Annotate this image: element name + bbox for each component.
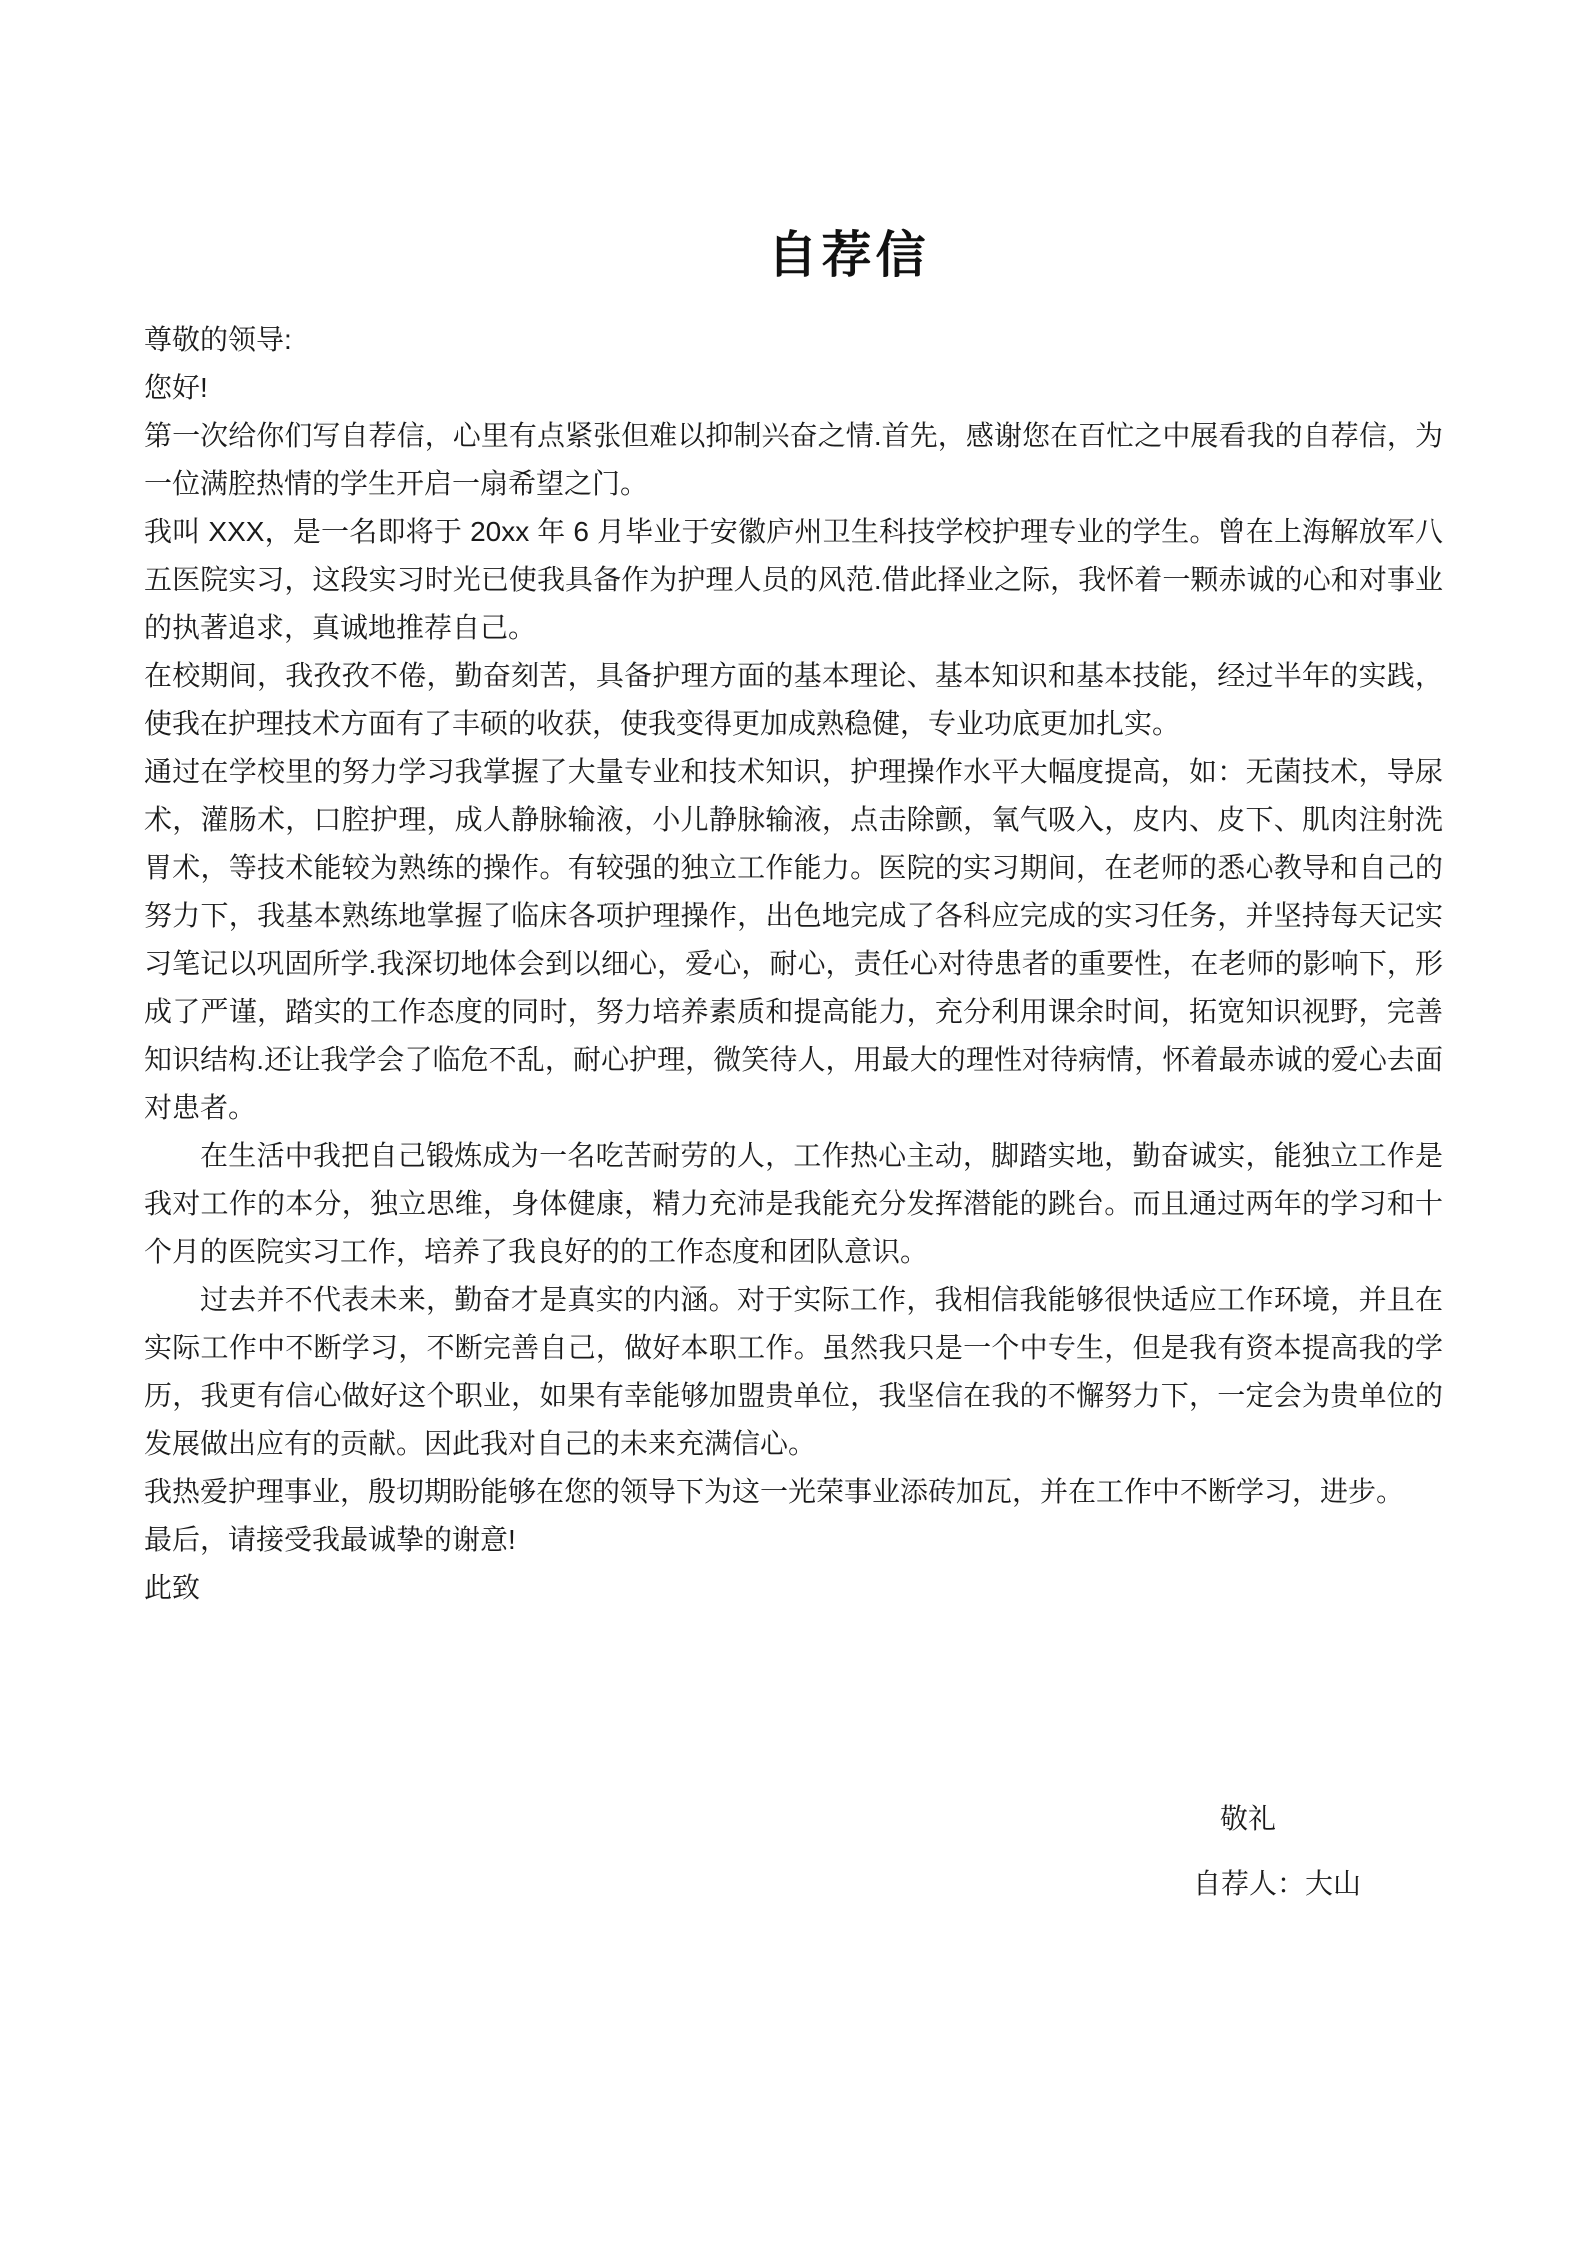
document-content (0, 224, 1587, 1908)
letter-paragraph: 在生活中我把自己锻炼成为一名吃苦耐劳的人，工作热心主动，脚踏实地，勤奋诚实，能独立工作是我对工作的本分，独立思维，身体健康，精力充沛是我能充分发挥潜能的跳台。而且通过两年的学习和十个月的医院实习工作，培养了我良好的的工作态度和团队意识。 (144, 1140, 1443, 1267)
letter-paragraph: 通过在学校里的努力学习我掌握了大量专业和技术知识，护理操作水平大幅度提高，如：无菌技术，导尿术，灌肠术，口腔护理，成人静脉输液，小儿静脉输液，点击除颤，氧气吸入，皮内、皮下、肌肉注射洗胃术，等技术能较为熟练的操作。有较强的独立工作能力。医院的实习期间，在老师的悉心教导和自己的努力下，我基本熟练地掌握了临床各项护理操作，出色地完成了各科应完成的实习任务，并坚持每天记实习笔记以巩固所学.我深切地体会到以细心，爱心，耐心，责任心对待患者的重要性，在老师的影响下，形成了严谨，踏实的工作态度的同时，努力培养素质和提高能力，充分利用课余时间，拓宽知识视野，完善知识结构.还让我学会了临危不乱，耐心护理，微笑待人，用最大的理性对待病情，怀着最赤诚的爱心去面对患者。 (144, 756, 1443, 1123)
letter-signer: 自荐人：大山 (1193, 1868, 1362, 1899)
letter-paragraph: 过去并不代表未来，勤奋才是真实的内涵。对于实际工作，我相信我能够很快适应工作环境，并且在实际工作中不断学习，不断完善自己，做好本职工作。虽然我只是一个中专生，但是我有资本提高我的学历，我更有信心做好这个职业，如果有幸能够加盟贵单位，我坚信在我的不懈努力下，一定会为贵单位的发展做出应有的贡献。因此我对自己的未来充满信心。 (144, 1284, 1443, 1459)
letter-paragraph: 在校期间，我孜孜不倦，勤奋刻苦，具备护理方面的基本理论、基本知识和基本技能，经过半年的实践，使我在护理技术方面有了丰硕的收获，使我变得更加成熟稳健，专业功底更加扎实。 (144, 660, 1443, 739)
letter-paragraph: 最后，请接受我最诚挚的谢意! (144, 1524, 516, 1555)
letter-closing-cizhi: 此致 (144, 1572, 201, 1603)
letter-paragraph: 您好! (144, 372, 208, 403)
letter-greeting: 尊敬的领导: (144, 324, 292, 355)
letter-paragraph: 我热爱护理事业，殷切期盼能够在您的领导下为这一光荣事业添砖加瓦，并在工作中不断学习，进步。 (144, 1476, 1405, 1507)
letter-paragraph: 我叫 XXX，是一名即将于 20xx 年 6 月毕业于安徽庐州卫生科技学校护理专业的学生。曾在上海解放军八五医院实习，这段实习时光已使我具备作为护理人员的风范.借此择业之际，我怀着一颗赤诚的心和对事业的执著追求，真诚地推荐自己。 (144, 516, 1443, 643)
letter-body (144, 316, 1443, 1612)
page-title: 自荐信 (767, 227, 930, 283)
letter-salute: 敬礼 (1220, 1803, 1277, 1834)
letter-paragraph: 第一次给你们写自荐信，心里有点紧张但难以抑制兴奋之情.首先，感谢您在百忙之中展看我的自荐信，为一位满腔热情的学生开启一扇希望之门。 (144, 420, 1443, 499)
